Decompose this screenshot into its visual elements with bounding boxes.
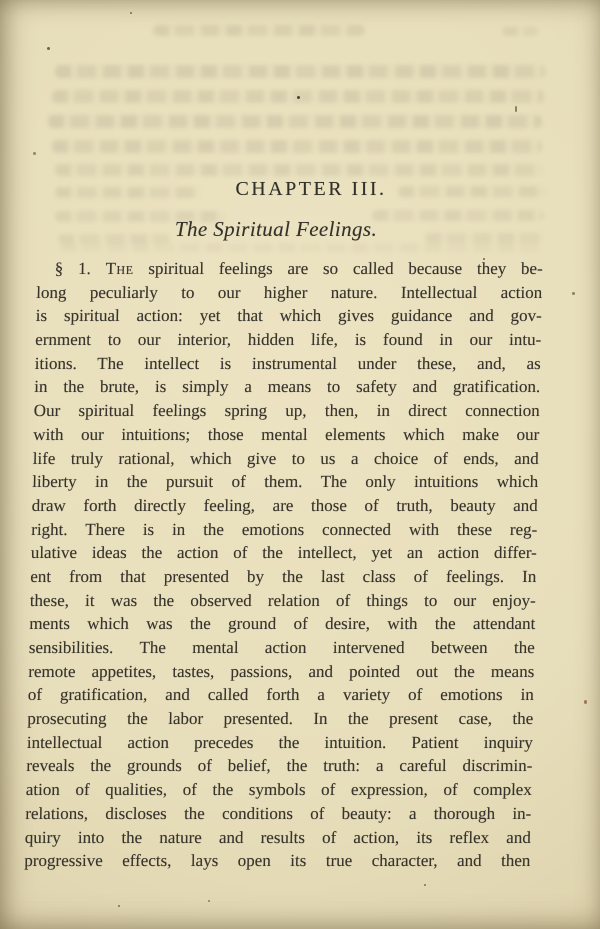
text-line: ulative ideas the action of the intellect, yet an action differ- — [30, 543, 538, 563]
bleedthrough-text-line — [55, 65, 545, 78]
text-line: itions. The intellect is instrumental under these, and, as — [34, 353, 541, 373]
paper-speck — [572, 292, 575, 295]
paper-speck — [584, 700, 587, 704]
text-line: remote appetites, tastes, passions, and pointed out the means — [28, 661, 535, 681]
text-line: sensibilities. The mental action intervened between the — [28, 638, 536, 657]
paragraph-first-line — [37, 257, 543, 281]
text-line: in the brute, is simply a means to safety and gratification. — [34, 377, 541, 397]
text-line: ernment to our interior, hidden life, is found in our intu- — [35, 330, 542, 350]
text-line: intellectual action precedes the intuition. Patient inquiry — [26, 732, 534, 752]
text-line: these, it was the observed relation of things to our enjoy- — [29, 590, 537, 610]
paper-speck — [47, 47, 50, 50]
text-line: progressive effects, lays open its true character, and then — [24, 851, 531, 871]
text-line: ments which was the ground of desire, with the attendant — [29, 614, 536, 634]
chapter-heading: CHAPTER III. — [235, 178, 387, 200]
text-line: Our spiritual feelings spring up, then, in direct connection — [33, 401, 540, 421]
text-line: life truly rational, which give to us a choice of ends, and — [32, 448, 539, 468]
text-line: quiry into the nature and results of action, its reflex and — [24, 827, 532, 847]
lead-word: The — [105, 259, 134, 278]
text-line: liberty in the pursuit of them. The only intuitions which — [32, 472, 539, 492]
text-line: ent from that presented by the last class of feelings. In — [30, 566, 537, 586]
first-line-text: spiritual feelings are so called because they be- — [148, 259, 543, 278]
paragraph-lines — [24, 281, 542, 873]
paper-speck — [33, 152, 36, 155]
text-line: ation of qualities, of the symbols of expression, of complex — [25, 780, 533, 800]
paper-speck — [130, 12, 132, 14]
text-line: draw forth directly feeling, are those of truth, beauty and — [31, 495, 538, 515]
body-paragraph — [24, 257, 543, 873]
text-line: reveals the grounds of belief, the truth: a careful discrimin- — [26, 756, 533, 776]
text-line: right. There is in the emotions connected with these reg- — [31, 519, 538, 539]
paper-speck — [118, 905, 120, 907]
paper-speck — [208, 900, 210, 902]
text-line: of gratification, and called forth a variety of emotions in — [27, 685, 535, 705]
paper-speck — [297, 96, 300, 99]
paper-speck — [424, 884, 426, 886]
bleedthrough-text-line — [55, 164, 542, 176]
text-line: long peculiarly to our higher nature. Intellectual action — [36, 282, 543, 302]
chapter-subtitle: The Spiritual Feelings. — [174, 217, 378, 241]
bleedthrough-text-line — [60, 243, 540, 252]
text-line: relations, discloses the conditions of beauty: a thorough in- — [25, 803, 532, 823]
section-marker: § 1. — [54, 259, 92, 278]
paper-speck — [515, 106, 517, 112]
bleedthrough-text-line — [48, 115, 542, 128]
text-line: is spiritual action: yet that which gives guidance and gov- — [35, 306, 542, 326]
bleedthrough-page-number — [502, 27, 538, 36]
bleedthrough-text-line — [52, 140, 542, 153]
text-line: with our intuitions; those mental elements which make our — [33, 424, 540, 444]
text-line: prosecuting the labor presented. In the present case, the — [27, 709, 534, 729]
bleedthrough-header — [153, 25, 365, 36]
